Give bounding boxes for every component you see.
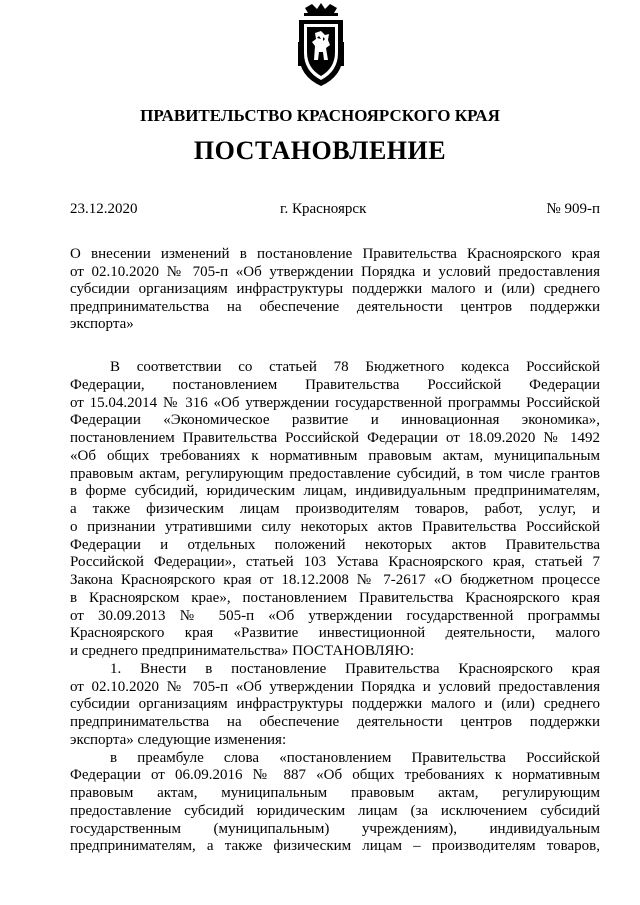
body-line: Красноярского края «Развитие инвестиционной деятельности, малого [70, 625, 600, 642]
body-line: государственным (муниципальным) учреждениям), индивидуальным [70, 820, 600, 837]
document-number: № 909-п [546, 201, 600, 217]
document-subject [70, 246, 600, 334]
subject-line: субсидии организациям инфраструктуры поддержки малого и (или) среднего [70, 281, 600, 297]
body-line: 1. Внести в постановление Правительства Красноярского края [110, 660, 600, 677]
body-line: «Об общих требованиях к нормативным правовым актам, муниципальным [70, 447, 600, 464]
body-line: предоставление субсидий юридическим лицам (за исключением субсидий [70, 802, 600, 819]
subject-line: предпринимательства на обеспечение деятельности центров поддержки [70, 298, 600, 315]
body-line: предпринимательства на обеспечение деятельности центров поддержки [70, 714, 600, 730]
body-line: Федерации и отдельных положений некоторых актов Правительства [70, 536, 600, 553]
body-line: от 02.10.2020 № 705-п «Об утверждении Порядка и условий предоставления [70, 678, 600, 695]
body-line: экспорта» следующие изменения: [70, 731, 287, 748]
body-line: от 15.04.2014 № 316 «Об утверждении государственной программы Российской [70, 394, 600, 411]
organization-name: ПРАВИТЕЛЬСТВО КРАСНОЯРСКОГО КРАЯ [140, 106, 500, 125]
body-line: Российской Федерации», статьей 103 Устава Красноярского края, статьей 7 [70, 554, 600, 571]
body-line: субсидии организациям инфраструктуры поддержки малого и (или) среднего [70, 696, 600, 713]
document-type-title: ПОСТАНОВЛЕНИЕ [193, 136, 447, 165]
subject-line: экспорта» [70, 316, 134, 332]
body-line: в преамбуле слова «постановлением Правительства Российской [110, 749, 600, 766]
body-line: постановлением Правительства Российской Федерации от 18.09.2020 № 1492 [70, 430, 600, 446]
body-line: Федерации, постановлением Правительства Российской Федерации [70, 376, 600, 393]
body-line: от 30.09.2013 № 505-п «Об утверждении государственной программы [70, 607, 600, 624]
body-line: Федерации «Экономическое развитие и инновационная экономика», [70, 412, 600, 429]
coat-of-arms-icon [297, 2, 345, 88]
subject-line: О внесении изменений в постановление Правительства Красноярского края [70, 246, 600, 262]
body-line: предпринимателям, а также физическим лицам – производителям товаров, [70, 838, 600, 855]
body-line: и среднего предпринимательства» ПОСТАНОВЛЯЮ: [70, 643, 415, 659]
document-city: г. Красноярск [280, 201, 367, 217]
body-line: а также физическим лицам производителям товаров, работ, услуг, и [70, 501, 600, 517]
body-line: В соответствии со статьей 78 Бюджетного кодекса Российской [110, 359, 600, 375]
body-line: Закона Красноярского края от 18.12.2008 № 7-2617 «О бюджетном процессе [70, 572, 600, 588]
subject-line: от 02.10.2020 № 705-п «Об утверждении Порядка и условий предоставления [70, 263, 600, 280]
body-line: в Красноярском крае», постановлением Правительства Красноярского края [70, 589, 600, 606]
document-date: 23.12.2020 [70, 201, 138, 217]
body-line: правовым актам, муниципальным правовым актам, регулирующим [70, 785, 600, 801]
body-line: Федерации от 06.09.2016 № 887 «Об общих требованиях к нормативным [70, 767, 600, 784]
document-body [70, 359, 600, 856]
body-line: в форме субсидий, юридическим лицам, индивидуальным предпринимателям, [70, 483, 600, 500]
body-line: о признании утратившими силу некоторых актов Правительства Российской [70, 518, 600, 535]
body-line: правовым актам, регулирующим предоставление субсидий, в том числе грантов [70, 465, 600, 482]
